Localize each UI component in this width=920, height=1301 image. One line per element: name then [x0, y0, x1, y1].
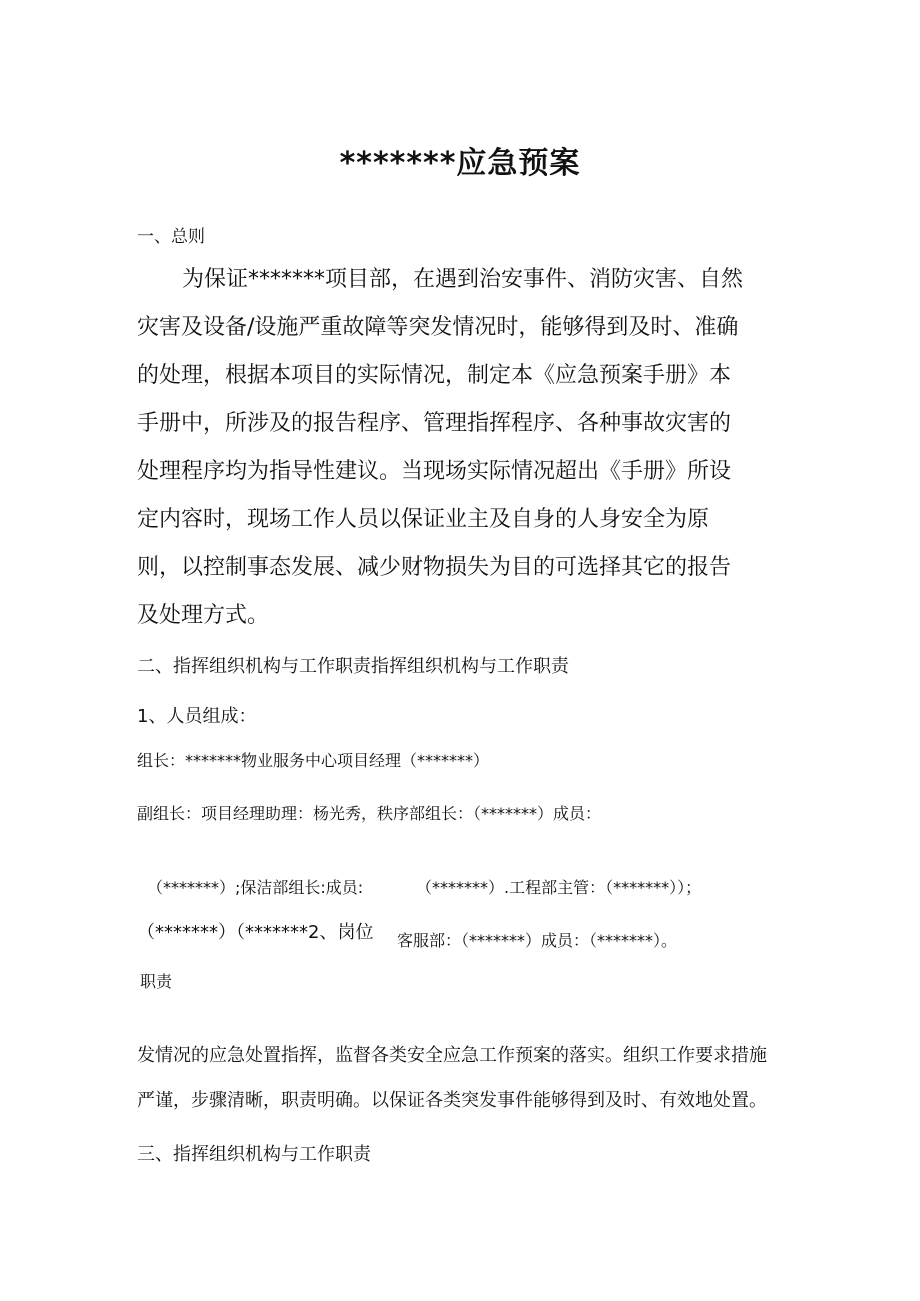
paragraph-line: 及处理方式。 — [137, 603, 270, 628]
subheading-personnel: 1、人员组成： — [137, 706, 257, 727]
deputy-line: 副组长：项目经理助理：杨光秀，秩序部组长：（*******）成员： — [137, 804, 602, 823]
section-1-heading: 一、总则 — [137, 227, 205, 247]
members-row-b-left: （*******）（*******2、岗位 — [137, 922, 374, 943]
paragraph-line: 则，以控制事态发展、减少财物损失为目的可选择其它的报告 — [137, 555, 732, 580]
leader-line: 组长：*******物业服务中心项目经理（*******） — [137, 751, 490, 770]
section-2-heading: 二、指挥组织机构与工作职责指挥组织机构与工作职责 — [137, 656, 569, 677]
duty-label: 职责 — [140, 972, 173, 991]
members-row-a-right: （*******）.工程部主管：（*******））； — [416, 878, 702, 897]
members-row-b-right: 客服部：（*******）成员：（*******）。 — [397, 931, 678, 950]
paragraph-line: 处理程序均为指导性建议。当现场实际情况超出《手册》所设 — [137, 459, 732, 484]
members-row-a-left: （*******）;保洁部组长:成员: — [147, 878, 364, 897]
paragraph-line: 定内容时，现场工作人员以保证业主及自身的人身安全为原 — [137, 507, 710, 532]
document-title: *******应急预案 — [339, 146, 581, 181]
paragraph-line: 严谨，步骤清晰，职责明确。以保证各类突发事件能够得到及时、有效地处置。 — [137, 1090, 767, 1111]
paragraph-line: 发情况的应急处置指挥，监督各类安全应急工作预案的落实。组织工作要求措施 — [137, 1045, 767, 1066]
paragraph-line: 为保证*******项目部，在遇到治安事件、消防灾害、自然 — [182, 267, 744, 292]
paragraph-line: 灾害及设备/设施严重故障等突发情况时，能够得到及时、准确 — [137, 315, 739, 340]
paragraph-line: 的处理，根据本项目的实际情况，制定本《应急预案手册》本 — [137, 363, 732, 388]
section-3-heading: 三、指挥组织机构与工作职责 — [137, 1144, 371, 1165]
paragraph-line: 手册中，所涉及的报告程序、管理指挥程序、各种事故灾害的 — [137, 411, 732, 436]
